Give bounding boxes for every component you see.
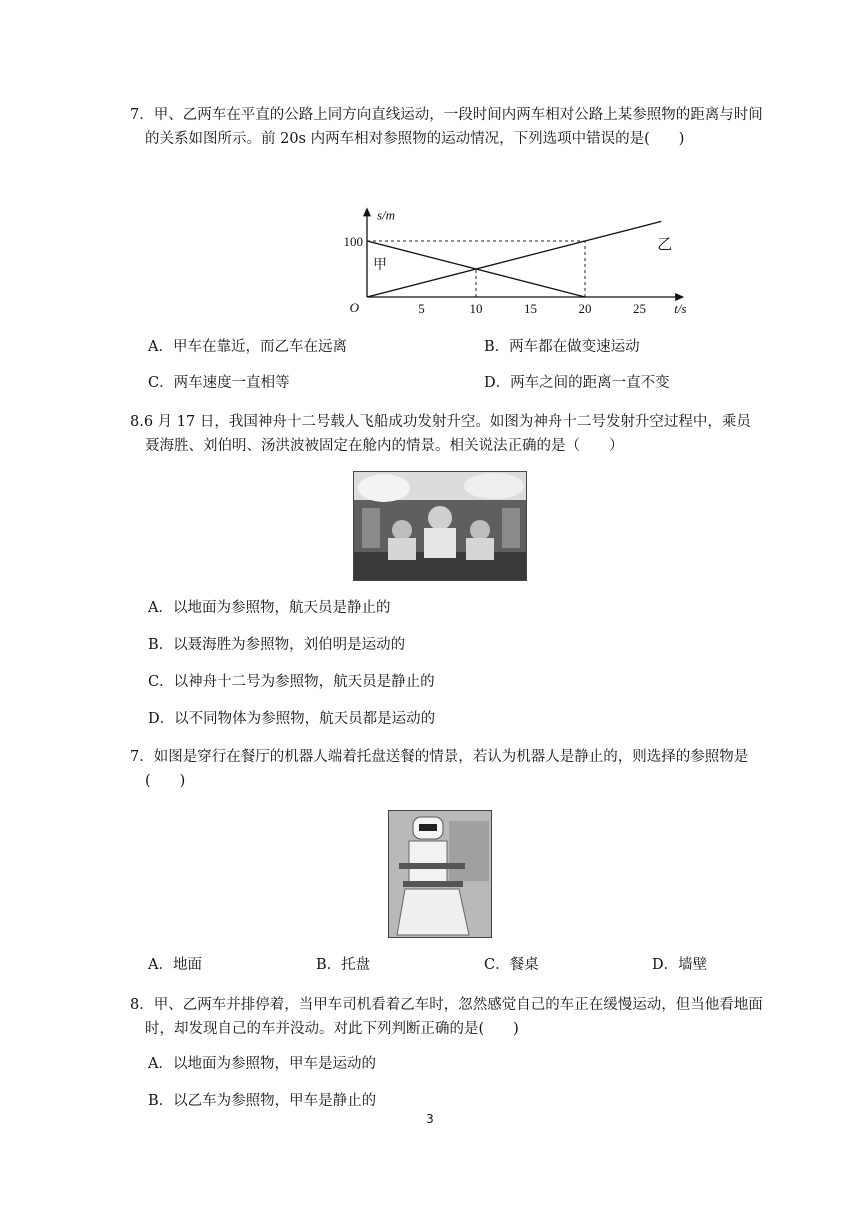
y-axis-label: s/m bbox=[377, 207, 396, 223]
x-tick-label-20: 20 bbox=[578, 301, 592, 316]
question-8b-stem: 8．甲、乙两车并排停着，当甲车司机看着乙车时，忽然感觉自己的车正在缓慢运动，但当他看地面时，却发现自己的车并没动。对此下列判断正确的是( ) bbox=[130, 997, 763, 1037]
x-axis-arrow bbox=[675, 293, 684, 301]
q8a-option-a[interactable]: A．以地面为参照物，航天员是静止的 bbox=[148, 600, 391, 616]
y-axis-arrow bbox=[363, 207, 371, 216]
x-tick-label-5: 5 bbox=[418, 301, 425, 316]
q7a-option-b[interactable]: B．两车都在做变速运动 bbox=[484, 339, 640, 355]
x-tick-label-15: 15 bbox=[524, 301, 537, 316]
series-label-jia: 甲 bbox=[373, 258, 387, 273]
question-7b-stem: 7．如图是穿行在餐厅的机器人端着托盘送餐的情景，若认为机器人是静止的，则选择的参照物是( ) bbox=[130, 749, 749, 789]
question-7-stem: 7．甲、乙两车在平直的公路上同方向直线运动，一段时间内两车相对公路上某参照物的距离与时间的关系如图所示。前 20s 内两车相对参照物的运动情况，下列选项中错误的是( ) bbox=[130, 107, 763, 147]
q7a-option-d[interactable]: D．两车之间的距离一直不变 bbox=[484, 375, 670, 391]
x-tick-label-10: 10 bbox=[469, 301, 483, 316]
q8a-option-c[interactable]: C．以神舟十二号为参照物，航天员是静止的 bbox=[148, 674, 435, 690]
robot-photo bbox=[388, 810, 492, 938]
q7a-option-a[interactable]: A．甲车在靠近，而乙车在远离 bbox=[148, 339, 347, 355]
q8a-option-d[interactable]: D．以不同物体为参照物，航天员都是运动的 bbox=[148, 711, 436, 727]
y-tick-label-100: 100 bbox=[343, 234, 363, 249]
origin-label: O bbox=[349, 300, 359, 315]
q8b-option-a[interactable]: A．以地面为参照物，甲车是运动的 bbox=[148, 1056, 376, 1072]
series-line-yi bbox=[367, 221, 661, 297]
q7b-option-c[interactable]: C．餐桌 bbox=[484, 957, 539, 973]
q7b-option-b[interactable]: B．托盘 bbox=[316, 957, 371, 973]
q7b-option-d[interactable]: D．墙壁 bbox=[652, 957, 708, 973]
robot-photo-illustration bbox=[389, 811, 491, 937]
question-8-stem: 8.6 月 17 日，我国神舟十二号载人飞船成功发射升空。如图为神舟十二号发射升空过程中，乘员聂海胜、刘伯明、汤洪波被固定在舱内的情景。相关说法正确的是（ ） bbox=[130, 414, 751, 454]
page-number: 3 bbox=[426, 1112, 434, 1126]
cabin-photo bbox=[353, 471, 527, 581]
q8a-option-b[interactable]: B．以聂海胜为参照物，刘伯明是运动的 bbox=[148, 637, 406, 653]
q7a-option-c[interactable]: C．两车速度一直相等 bbox=[148, 375, 290, 391]
series-label-yi: 乙 bbox=[657, 237, 673, 253]
x-axis-label: t/s bbox=[674, 301, 687, 316]
cabin-photo-illustration bbox=[354, 472, 526, 580]
x-tick-label-25: 25 bbox=[633, 301, 646, 316]
q8b-option-b[interactable]: B．以乙车为参照物，甲车是静止的 bbox=[148, 1093, 377, 1109]
q7b-option-a[interactable]: A．地面 bbox=[148, 957, 202, 973]
